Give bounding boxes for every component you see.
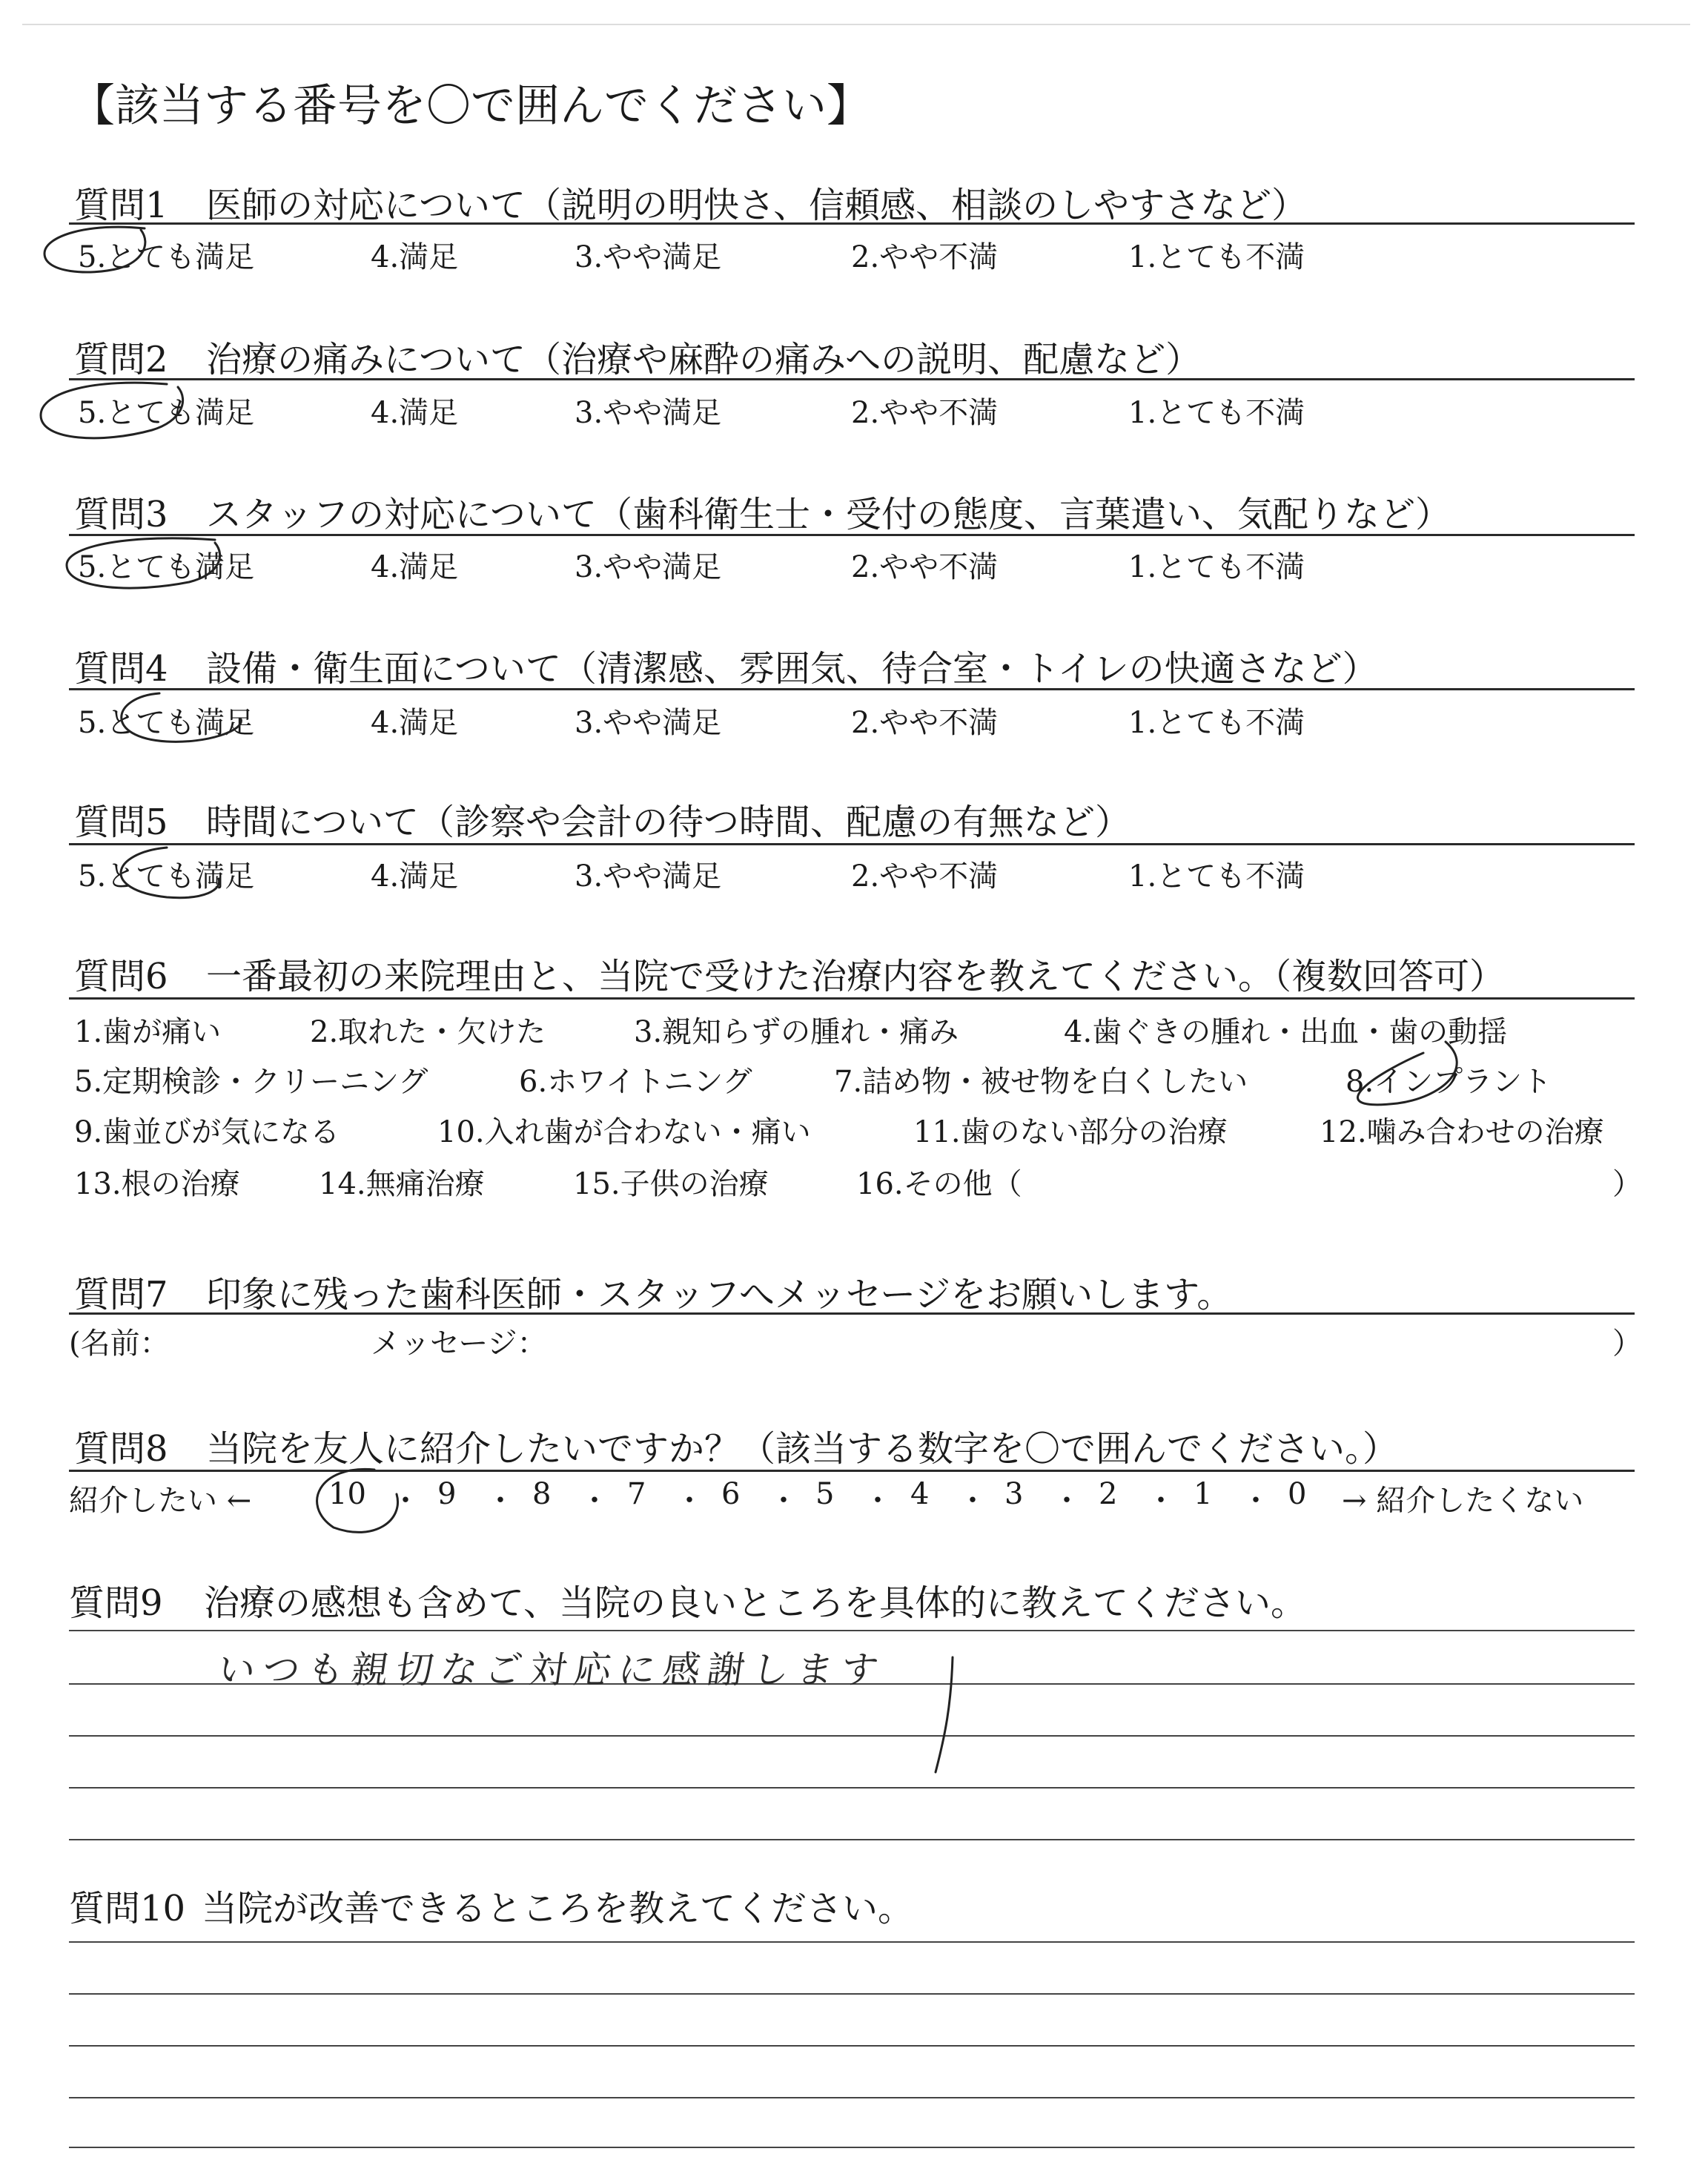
scale-right-label: → 紹介したくない [1342, 1484, 1584, 1518]
question-label: 質問2 [74, 339, 168, 380]
scale-separator: ・ [958, 1484, 987, 1518]
option-somewhat-dissatisfied[interactable]: 2.やや不満 [851, 706, 999, 740]
question-text: 治療の痛みについて（治療や麻酔の痛みへの説明、配慮など） [206, 339, 1202, 380]
option-very-dissatisfied[interactable]: 1.とても不満 [1128, 396, 1305, 430]
reason-option-3[interactable]: 3.親知らずの腫れ・痛み [634, 1015, 959, 1049]
question-rule [69, 378, 1635, 380]
scale-left-label: 紹介したい ← [69, 1484, 252, 1518]
scale-separator: ・ [1146, 1484, 1176, 1518]
reason-option-1[interactable]: 1.歯が痛い [74, 1015, 222, 1049]
reason-option-16[interactable]: 16.その他（ [856, 1167, 1022, 1201]
reason-option-2[interactable]: 2.取れた・欠けた [310, 1015, 546, 1049]
scale-separator: ・ [486, 1484, 515, 1518]
option-very-satisfied[interactable]: 5.とても満足 [78, 550, 255, 584]
scale-value[interactable]: 4 [910, 1477, 930, 1511]
reason-option-4[interactable]: 4.歯ぐきの腫れ・出血・歯の動揺 [1064, 1015, 1508, 1049]
question-text: 設備・衛生面について（清潔感、雰囲気、待合室・トイレの快適さなど） [206, 648, 1378, 690]
option-somewhat-dissatisfied[interactable]: 2.やや不満 [851, 550, 999, 584]
question-rule [69, 843, 1635, 845]
question-label: 質問7 [74, 1274, 168, 1315]
question-text: 時間について（診察や会計の待つ時間、配慮の有無など） [206, 802, 1131, 843]
answer-line [69, 1839, 1635, 1840]
option-very-satisfied[interactable]: 5.とても満足 [78, 396, 255, 430]
scan-edge-line [22, 24, 1690, 25]
option-satisfied[interactable]: 4.満足 [371, 550, 459, 584]
reason-option-15[interactable]: 15.子供の治療 [573, 1167, 769, 1201]
option-somewhat-satisfied[interactable]: 3.やや満足 [575, 396, 722, 430]
scale-value[interactable]: 7 [627, 1477, 646, 1511]
question-label: 質問8 [74, 1428, 168, 1470]
reason-option-6[interactable]: 6.ホワイトニング [519, 1065, 752, 1099]
question-text: スタッフの対応について（歯科衛生士・受付の態度、言葉遣い、気配りなど） [206, 494, 1452, 535]
reason-option-14[interactable]: 14.無痛治療 [319, 1167, 485, 1201]
question-text: 一番最初の来院理由と、当院で受けた治療内容を教えてください。（複数回答可） [206, 956, 1506, 997]
reason-option-13[interactable]: 13.根の治療 [74, 1167, 240, 1201]
question-rule [69, 1312, 1635, 1315]
option-very-dissatisfied[interactable]: 1.とても不満 [1128, 859, 1305, 894]
instruction-heading: 【該当する番号を〇で囲んでください】 [70, 80, 871, 132]
option-very-satisfied[interactable]: 5.とても満足 [78, 706, 255, 740]
message-close-paren: ） [1612, 1327, 1642, 1361]
question-text: 治療の感想も含めて、当院の良いところを具体的に教えてください。 [204, 1582, 1307, 1624]
question-rule [69, 997, 1635, 1000]
scale-separator: ・ [580, 1484, 609, 1518]
scale-value[interactable]: 0 [1288, 1477, 1307, 1511]
pen-stroke [936, 1657, 953, 1772]
question-rule [69, 222, 1635, 225]
option-satisfied[interactable]: 4.満足 [371, 240, 459, 274]
reason-option-11[interactable]: 11.歯のない部分の治療 [913, 1115, 1228, 1149]
option-somewhat-dissatisfied[interactable]: 2.やや不満 [851, 240, 999, 274]
option-very-satisfied[interactable]: 5.とても満足 [78, 859, 255, 894]
question-label: 質問1 [74, 185, 168, 226]
scale-value[interactable]: 2 [1099, 1477, 1118, 1511]
option-somewhat-dissatisfied[interactable]: 2.やや不満 [851, 859, 999, 894]
reason-option-12[interactable]: 12.噛み合わせの治療 [1320, 1115, 1604, 1149]
message-field-label: メッセージ： [371, 1327, 547, 1361]
scale-value[interactable]: 8 [532, 1477, 552, 1511]
question-label: 質問6 [74, 956, 168, 997]
scale-separator: ・ [675, 1484, 704, 1518]
scale-value[interactable]: 3 [1004, 1477, 1024, 1511]
question-text: 医師の対応について（説明の明快さ、信頼感、相談のしやすさなど） [206, 185, 1308, 226]
question-rule [69, 534, 1635, 536]
option-very-dissatisfied[interactable]: 1.とても不満 [1128, 240, 1305, 274]
scale-separator: ・ [391, 1484, 420, 1518]
reason-option-5[interactable]: 5.定期検診・クリーニング [74, 1065, 428, 1099]
option-somewhat-dissatisfied[interactable]: 2.やや不満 [851, 396, 999, 430]
option-somewhat-satisfied[interactable]: 3.やや満足 [575, 859, 722, 894]
scale-value[interactable]: 5 [815, 1477, 835, 1511]
option-somewhat-satisfied[interactable]: 3.やや満足 [575, 550, 722, 584]
answer-line [69, 2045, 1635, 2047]
name-field-label: (名前： [69, 1327, 170, 1361]
option-very-satisfied[interactable]: 5.とても満足 [78, 240, 255, 274]
scale-value[interactable]: 1 [1194, 1477, 1213, 1511]
question-rule [69, 688, 1635, 690]
scale-separator: ・ [1052, 1484, 1082, 1518]
option-satisfied[interactable]: 4.満足 [371, 859, 459, 894]
scale-value[interactable]: 9 [437, 1477, 457, 1511]
scale-value[interactable]: 6 [721, 1477, 741, 1511]
scale-separator: ・ [1241, 1484, 1271, 1518]
question-rule [69, 1470, 1635, 1472]
scale-value[interactable]: 10 [328, 1477, 366, 1511]
answer-line [69, 1630, 1635, 1631]
option-very-dissatisfied[interactable]: 1.とても不満 [1128, 706, 1305, 740]
question-label: 質問4 [74, 648, 168, 690]
question-label: 質問9 [69, 1582, 163, 1624]
question-text: 当院を友人に紹介したいですか？（該当する数字を〇で囲んでください。） [206, 1428, 1399, 1470]
handwritten-answer: いつも親切なご対応に感謝します [215, 1648, 889, 1691]
option-somewhat-satisfied[interactable]: 3.やや満足 [575, 240, 722, 274]
scale-separator: ・ [769, 1484, 798, 1518]
option-very-dissatisfied[interactable]: 1.とても不満 [1128, 550, 1305, 584]
scale-separator: ・ [863, 1484, 893, 1518]
question-label: 質問5 [74, 802, 168, 843]
other-close-paren: ） [1612, 1167, 1642, 1201]
question-label: 質問10 [69, 1888, 186, 1929]
answer-line [69, 2147, 1635, 2148]
option-satisfied[interactable]: 4.満足 [371, 396, 459, 430]
reason-option-10[interactable]: 10.入れ歯が合わない・痛い [437, 1115, 811, 1149]
question-text: 印象に残った歯科医師・スタッフへメッセージをお願いします。 [206, 1274, 1233, 1315]
reason-option-7[interactable]: 7.詰め物・被せ物を白くしたい [834, 1065, 1248, 1099]
answer-line [69, 1787, 1635, 1789]
answer-line [69, 1993, 1635, 1995]
answer-line [69, 2097, 1635, 2098]
option-somewhat-satisfied[interactable]: 3.やや満足 [575, 706, 722, 740]
answer-line [69, 1941, 1635, 1943]
question-label: 質問3 [74, 494, 168, 535]
option-satisfied[interactable]: 4.満足 [371, 706, 459, 740]
reason-option-9[interactable]: 9.歯並びが気になる [74, 1115, 340, 1149]
answer-line [69, 1735, 1635, 1737]
question-text: 当院が改善できるところを教えてください。 [202, 1888, 914, 1929]
reason-option-8[interactable]: 8.インプラント [1345, 1065, 1552, 1099]
